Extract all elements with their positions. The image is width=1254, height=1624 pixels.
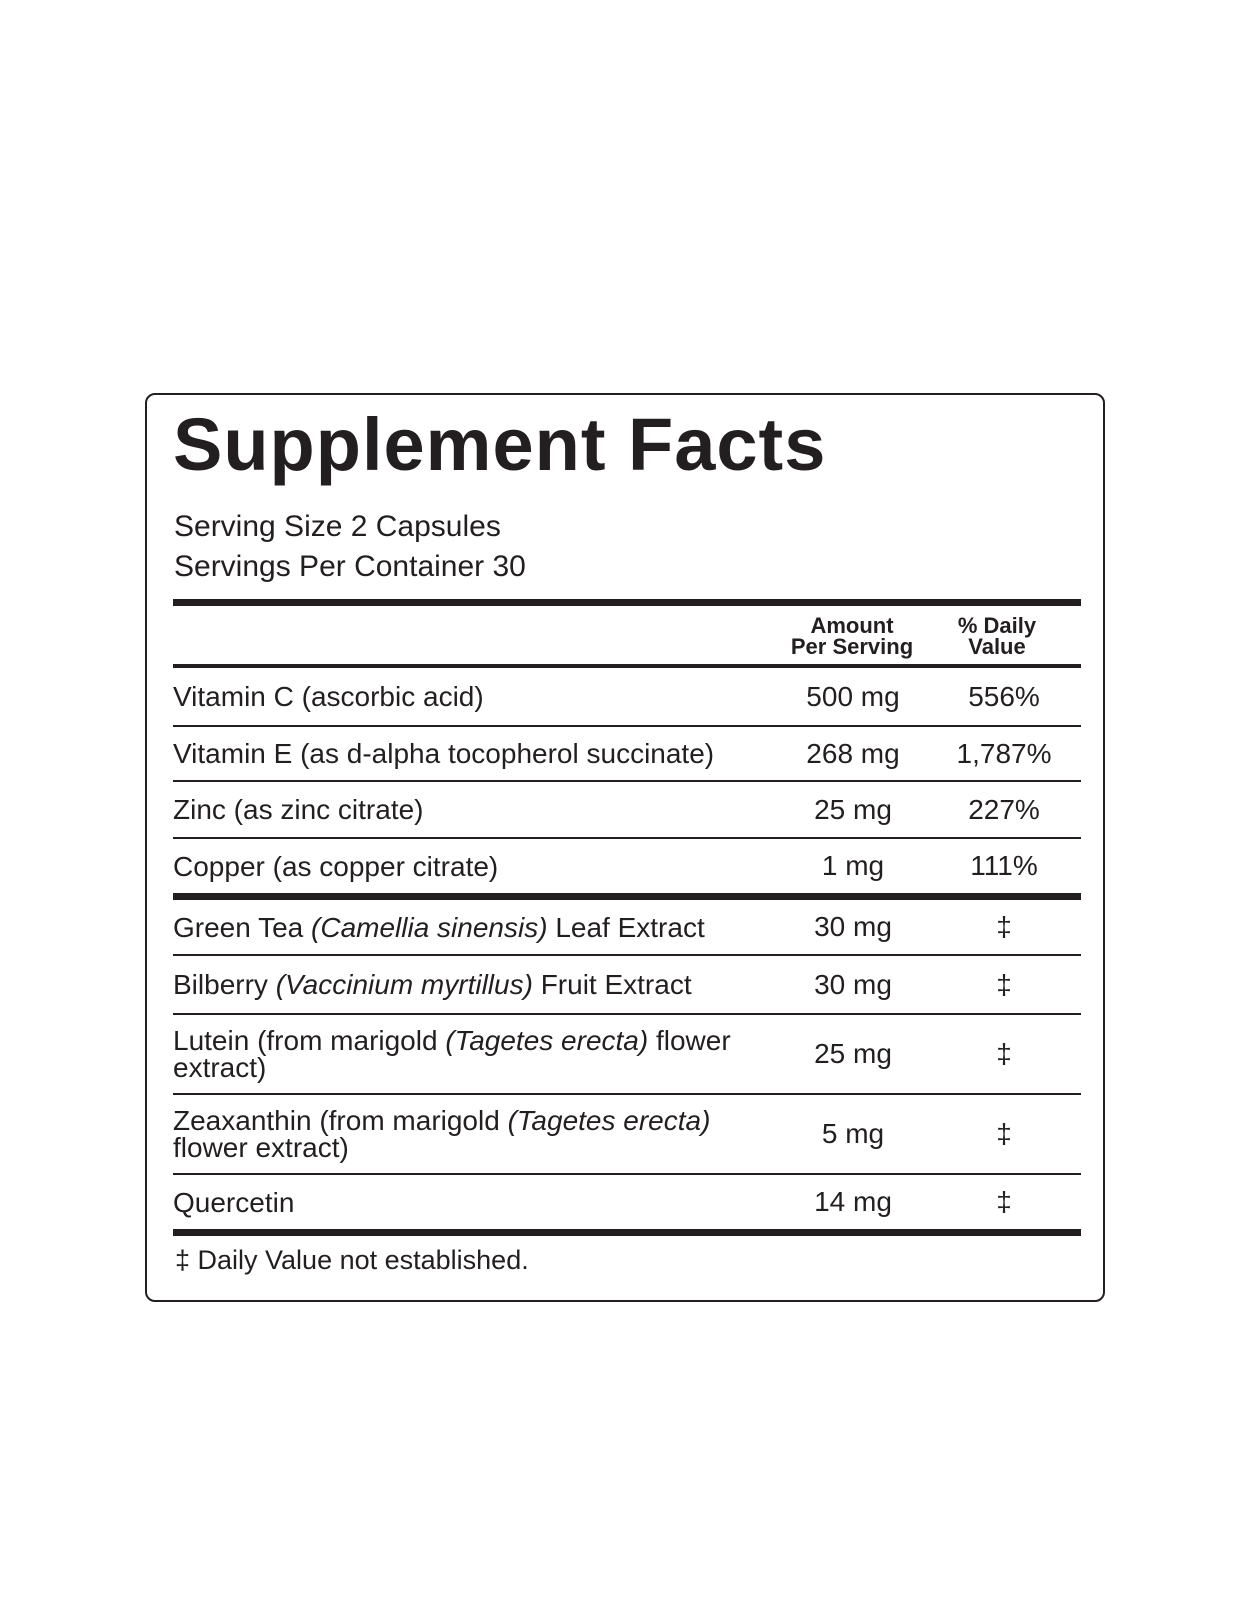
nutrient-amount: 500 mg [806,680,900,712]
nutrient-row [173,1175,1081,1229]
nutrient-row [173,900,1081,954]
nutrient-row [173,956,1081,1013]
nutrient-name: Zinc (as zinc citrate) [173,794,424,825]
nutrient-name: Lutein (from marigold (Tagetes erecta) flower extract) [173,1025,731,1083]
nutrient-daily-value: ‡ [996,1186,1012,1217]
column-header-amount-line2: Per Serving [790,634,914,659]
nutrient-amount: 1 mg [821,850,885,881]
nutrient-name: Zeaxanthin (from marigold (Tagetes erecta) flower extract) [173,1105,711,1163]
nutrient-daily-value: 556% [968,680,1040,712]
servings-per-container: Servings Per Container 30 [174,550,526,583]
nutrient-name: Copper (as copper citrate) [173,850,499,882]
nutrient-amount: 30 mg [814,968,892,1000]
nutrient-amount: 14 mg [814,1186,892,1217]
column-header-daily-value [947,615,1047,657]
nutrient-daily-value: 111% [970,850,1038,881]
nutrient-amount: 25 mg [814,793,892,825]
header-top-rule [173,599,1081,606]
footnote: ‡ Daily Value not established. [175,1245,529,1275]
nutrient-row [173,1095,1081,1173]
nutrient-row [173,727,1081,780]
nutrient-row [173,668,1081,725]
nutrient-name: Vitamin E (as d-alpha tocopherol succinate) [173,738,715,769]
nutrient-amount: 30 mg [814,911,892,942]
nutrient-amount: 5 mg [821,1118,885,1149]
nutrient-daily-value: 227% [968,793,1040,825]
nutrient-name: Vitamin C (ascorbic acid) [173,681,484,712]
nutrient-daily-value: 1,787% [956,737,1052,769]
panel-title: Supplement Facts [173,403,827,486]
nutrient-row [173,839,1081,893]
serving-size: Serving Size 2 Capsules [174,510,501,543]
column-header-amount-line1: Amount [810,613,894,638]
nutrient-amount: 25 mg [814,1038,892,1069]
nutrient-name: Quercetin [173,1186,295,1218]
nutrient-amount: 268 mg [806,737,900,769]
column-header-dv-line1: % Daily [957,613,1037,638]
nutrient-row [173,782,1081,837]
nutrient-daily-value: ‡ [996,968,1012,1000]
nutrient-row [173,1015,1081,1093]
supplement-facts-panel [145,393,1105,1302]
column-header-amount [777,615,927,657]
column-header-dv-line2: Value [968,634,1026,659]
nutrient-name: Bilberry (Vaccinium myrtillus) Fruit Extract [173,969,692,1000]
nutrient-name: Green Tea (Camellia sinensis) Leaf Extract [173,911,705,943]
table-bottom-rule [173,1229,1081,1236]
nutrient-daily-value: ‡ [996,1038,1012,1069]
section-divider [173,893,1081,900]
nutrient-daily-value: ‡ [996,911,1012,942]
nutrient-daily-value: ‡ [996,1118,1012,1149]
